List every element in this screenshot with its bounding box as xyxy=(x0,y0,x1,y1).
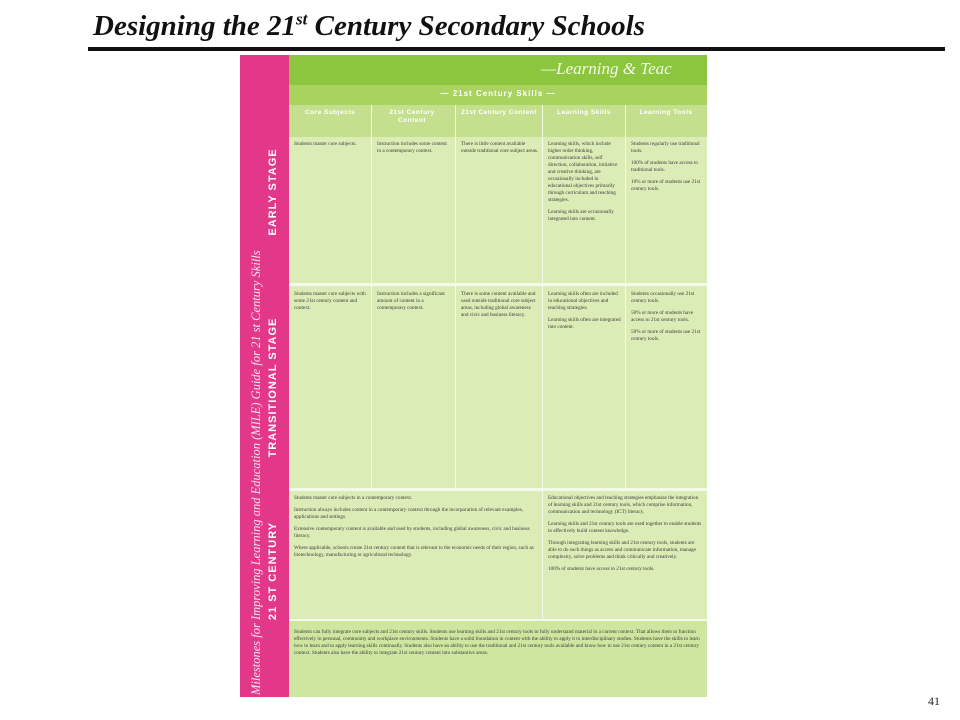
transitional-learning-skills-cell xyxy=(548,291,622,336)
stage-label-early: EARLY STAGE xyxy=(267,148,279,236)
col-header-learning-skills: Learning Skills xyxy=(557,109,611,116)
grid-line xyxy=(542,105,543,621)
cell-text: 50% or more of students have access to 21st century tools. xyxy=(631,310,694,323)
banner-text: —Learning & Teac xyxy=(541,59,672,78)
title-underline xyxy=(88,47,945,51)
col-header-learning-tools: Learning Tools xyxy=(639,109,693,116)
slide-title xyxy=(93,6,645,46)
pink-side-band xyxy=(240,55,289,697)
cell-text: Learning skills are occasionally integrated into content. xyxy=(548,209,614,222)
cell-text: 50% or more of students use 21st century tools. xyxy=(631,329,701,342)
cell-text: Learning skills often are included in educational objectives and teaching strategies. xyxy=(548,291,618,311)
poster-side-title: Milestones for Improving Learning and Education (MILE) Guide for 21 st Century Skills xyxy=(249,250,263,695)
col-header-core-subjects: Core Subjects xyxy=(304,109,356,116)
cell-text: Educational objectives and teaching strategies emphasize the integration of learning skills and 21st century tools, which comprise information, communication and technology (ICT) literacy. xyxy=(548,495,699,515)
skills-bar xyxy=(289,85,707,105)
early-core-subjects-cell xyxy=(294,141,368,153)
cell-text: Students regularly use traditional tools. xyxy=(631,141,700,154)
cell-text: Instruction includes a significant amount of content in a contemporary context. xyxy=(377,291,445,311)
cell-text: There is some content available and used outside traditional core subject areas, including global awareness and civic and business literacy. xyxy=(461,291,536,318)
cell-text: Students master core subjects with some 21st century content and context. xyxy=(294,291,366,311)
cell-text: 100% of students have access to traditional tools. xyxy=(631,160,698,173)
col-header-21st-content-b: 21st Century Content xyxy=(461,109,537,116)
summary-text: Students can fully integrate core subjects and 21st century skills. Students use learning skills and 21st century tools to fully understand material in a current context. That allows them to function effectively in personal, community and workplace environments. Students have a solid foundation in content with the ability to apply it to interdisciplinary studies. Students have the skills to learn how to learn and to apply learning skills continually. Students also have an ability to use the traditional and 21st century tools available and know how to use 21st century content in a 21st century context. Students also have the ability to integrate 21st century content into substantive areas. xyxy=(294,629,700,656)
21st-century-skills-cell xyxy=(548,495,703,578)
cell-text: Through integrating learning skills and 21st century tools, students are able to do such things as access and communicate information, manage complexity, solve problems and think critically and creatively. xyxy=(548,540,696,560)
cell-text: There is little content available outside traditional core subject areas. xyxy=(461,141,539,154)
title-main: Designing the 21 xyxy=(93,10,297,42)
cell-text: Extensive contemporary content is available and used by students, including global awareness, civic and business literacy. xyxy=(294,526,530,539)
column-header-row xyxy=(289,105,707,137)
stage-separator xyxy=(289,488,707,491)
stage-label-21st: 21 ST CENTURY xyxy=(267,521,279,621)
cell-text: Learning skills often are integrated into content. xyxy=(548,317,621,330)
cell-text: Learning skills, which include higher order thinking, communication skills, self direction, collaboration, initiative and creative thinking, are occasionally included in educational objectives primarily through curriculum and teaching strategies. xyxy=(548,141,618,203)
title-superscript: st xyxy=(296,9,308,29)
early-21st-content-a-cell xyxy=(377,141,451,160)
early-learning-tools-cell xyxy=(631,141,703,198)
title-rest: Century Secondary Schools xyxy=(307,10,645,42)
21st-century-content-cell xyxy=(294,495,536,564)
col-header-21st-content-a: 21st Century Content xyxy=(389,109,435,124)
grid-line xyxy=(371,105,372,490)
stage-label-transitional: TRANSITIONAL STAGE xyxy=(267,317,279,458)
summary-panel xyxy=(289,621,707,697)
transitional-21st-content-a-cell xyxy=(377,291,451,317)
mile-guide-poster xyxy=(240,55,707,697)
early-learning-skills-cell xyxy=(548,141,622,228)
transitional-learning-tools-cell xyxy=(631,291,703,348)
cell-text: Instruction always includes content in a contemporary context through the incorporation of relevant examples, applications and settings. xyxy=(294,507,524,520)
transitional-21st-content-b-cell xyxy=(461,291,539,324)
grid-line xyxy=(625,105,626,490)
cell-text: Learning skills and 21st century tools are used together to enable students to effectively build content knowledge. xyxy=(548,521,702,534)
banner xyxy=(289,55,707,85)
cell-text: Instruction includes some content in a contemporary context. xyxy=(377,141,447,154)
stage-separator xyxy=(289,283,707,286)
cell-text: Where applicable, schools create 21st century content that is relevant to the economic needs of their region, such as biotechnology, manufacturing or agricultural technology. xyxy=(294,545,534,558)
transitional-core-subjects-cell xyxy=(294,291,368,317)
skills-heading: — 21st Century Skills — xyxy=(440,89,556,98)
poster-body xyxy=(289,55,707,697)
cell-text: 10% or more of students use 21st century tools. xyxy=(631,179,701,192)
early-21st-content-b-cell xyxy=(461,141,539,160)
cell-text: Students occasionally use 21st century tools. xyxy=(631,291,695,304)
page-number: 41 xyxy=(928,694,940,708)
cell-text: Students master core subjects in a contemporary context. xyxy=(294,495,413,501)
grid-line xyxy=(455,105,456,490)
cell-text: 100% of students have access to 21st century tools. xyxy=(548,566,655,572)
cell-text: Students master core subjects. xyxy=(294,141,357,147)
